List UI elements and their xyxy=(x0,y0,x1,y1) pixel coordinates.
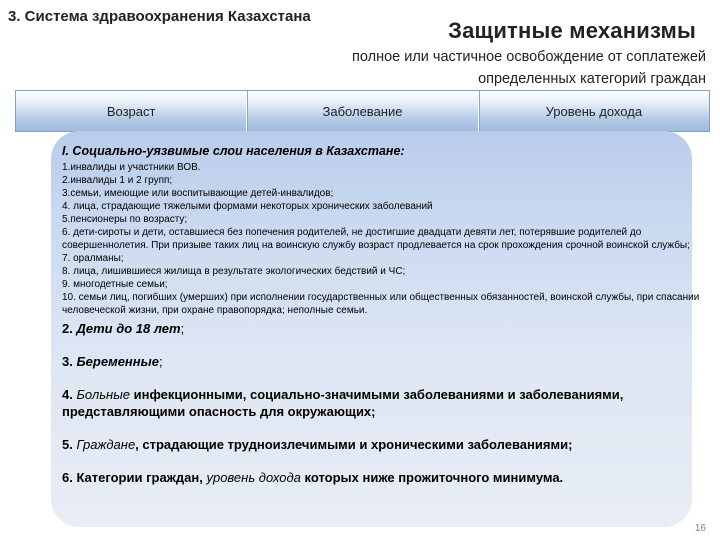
criteria-income: Уровень дохода xyxy=(545,103,643,119)
criteria-disease: Заболевание xyxy=(247,91,478,131)
category-number: 2. xyxy=(62,321,77,336)
list-item: 6. дети-сироты и дети, оставшиеся без попечения родителей, не достигшие двадцати девяти лет, потерявшие родителей до совершеннолетия. При призыве таких лиц на воинскую службу возраст продлевается на срок прохождения срочной воинской службы; xyxy=(62,227,690,251)
vulnerable-groups-heading: I. Социально-уязвимые слои населения в Казахстане: xyxy=(62,144,405,158)
category-sick xyxy=(62,386,710,420)
slide-title: Защитные механизмы xyxy=(448,18,696,43)
slide-subtitle: полное или частичное освобождение от соплатежей определенных категорий граждан xyxy=(352,49,706,87)
list-item: 3.семьи, имеющие или воспитывающие детей-инвалидов; xyxy=(62,188,334,199)
category-tail: которых ниже прожиточного минимума. xyxy=(300,470,564,485)
category-children xyxy=(62,320,710,337)
list-item: 5.пенсионеры по возрасту; xyxy=(62,214,188,225)
section-title: 3. Система здравоохранения Казахстана xyxy=(8,8,311,25)
category-pregnant-label: Беременные xyxy=(76,354,159,369)
list-item: 4. лица, страдающие тяжелыми формами некоторых хронических заболеваний xyxy=(62,201,433,212)
category-sick-label: Больные xyxy=(76,387,130,402)
category-number: 3. xyxy=(62,354,77,369)
list-item: 8. лица, лишившиеся жилища в результате экологических бедствий и ЧС; xyxy=(62,266,406,277)
list-item: 9. многодетные семьи; xyxy=(62,279,168,290)
category-tail: инфекционными, социально-значимыми заболеваниями и заболеваниями, представляющими опасность для окружающих; xyxy=(62,387,624,419)
list-item: 1.инвалиды и участники ВОВ. xyxy=(62,162,201,173)
category-head: 6. Категории граждан, xyxy=(62,470,207,485)
list-item: 2.инвалиды 1 и 2 групп; xyxy=(62,175,173,186)
criteria-age: Возраст xyxy=(16,91,247,131)
category-number: 5. xyxy=(62,437,77,452)
category-tail: , страдающие трудноизлечимыми и хроническими заболеваниями; xyxy=(135,437,573,452)
content-text xyxy=(62,144,710,486)
category-pregnant xyxy=(62,353,710,370)
criteria-bar xyxy=(15,90,710,132)
category-chronic-label: Граждане xyxy=(76,437,136,452)
list-item: 7. оралманы; xyxy=(62,253,124,264)
page-number: 16 xyxy=(694,523,706,534)
category-low-income-label: уровень дохода xyxy=(206,470,301,485)
list-item: 10. семьи лиц, погибших (умерших) при исполнении государственных или общественных обязанностей, воинской службы, при спасании человеческой жизни, при охране правопорядка; неполные семьи. xyxy=(62,292,700,316)
category-tail: ; xyxy=(180,321,185,336)
category-chronic xyxy=(62,436,710,453)
category-number: 4. xyxy=(62,387,77,402)
category-children-label: Дети до 18 лет xyxy=(76,321,181,336)
category-low-income xyxy=(62,469,710,486)
category-tail: ; xyxy=(158,354,163,369)
